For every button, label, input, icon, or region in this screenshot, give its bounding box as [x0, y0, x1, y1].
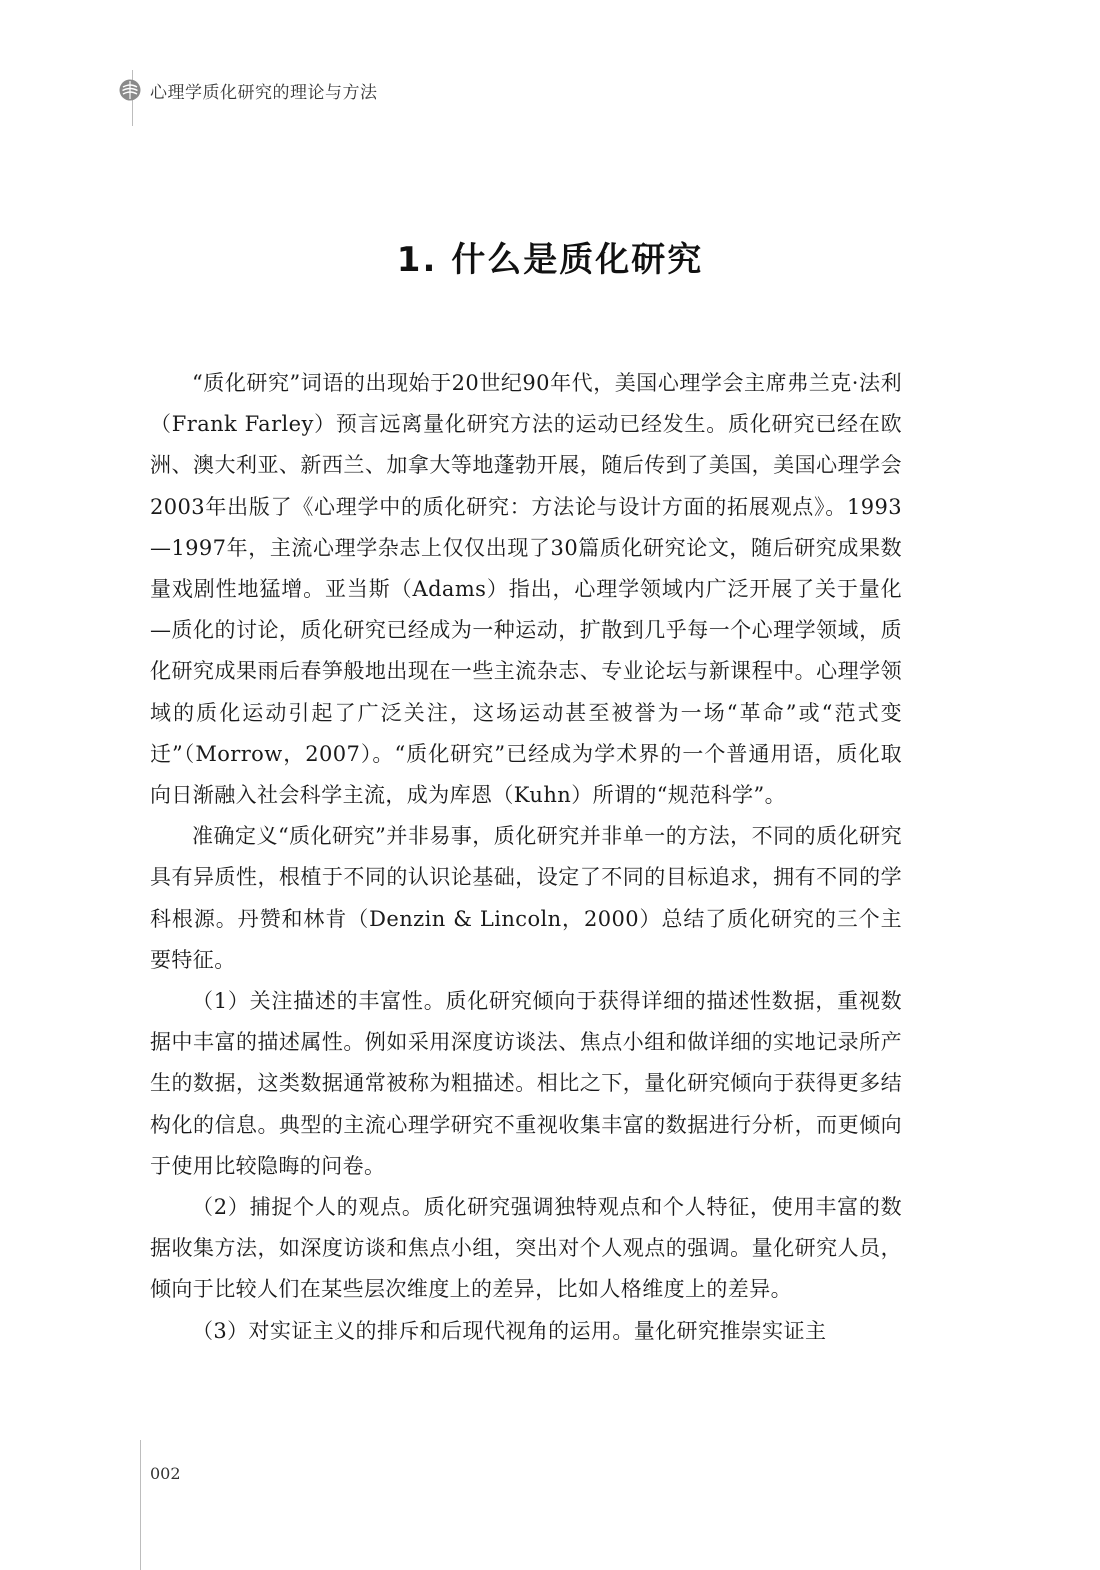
paragraph: 准确定义“质化研究”并非易事，质化研究并非单一的方法，不同的质化研究具有异质性，根植于不同的认识论基础，设定了不同的目标追求，拥有不同的学科根源。丹赞和林肯（Denzin & Lincoln，2000）总结了质化研究的三个主要特征。 [150, 824, 902, 972]
paragraph: “质化研究”词语的出现始于20世纪90年代，美国心理学会主席弗兰克·法利（Frank Farley）预言远离量化研究方法的运动已经发生。质化研究已经在欧洲、澳大利亚、新西兰、加拿大等地蓬勃开展，随后传到了美国，美国心理学会2003年出版了《心理学中的质化研究：方法论与设计方面的拓展观点》。1993—1997年，主流心理学杂志上仅仅出现了30篇质化研究论文，随后研究成果数量戏剧性地猛增。亚当斯（Adams）指出，心理学领域内广泛开展了关于量化—质化的讨论，质化研究已经成为一种运动，扩散到几乎每一个心理学领域，质化研究成果雨后春笋般地出现在一些主流杂志、专业论坛与新课程中。心理学领域的质化运动引起了广泛关注，这场运动甚至被誉为一场“革命”或“范式变迁”（Morrow，2007）。“质化研究”已经成为学术界的一个普通用语，质化取向日渐融入社会科学主流，成为库恩（Kuhn）所谓的“规范科学”。 [150, 371, 902, 808]
running-header-title: 心理学质化研究的理论与方法 [150, 82, 378, 103]
running-header [118, 76, 378, 104]
chapter-title: 1. 什么是质化研究 [396, 240, 704, 280]
paragraph: （1）关注描述的丰富性。质化研究倾向于获得详细的描述性数据，重视数据中丰富的描述属性。例如采用深度访谈法、焦点小组和做详细的实地记录所产生的数据，这类数据通常被称为粗描述。相比之下，量化研究倾向于获得更多结构化的信息。典型的主流心理学研究不重视收集丰富的数据进行分析，而更倾向于使用比较隐晦的问卷。 [150, 989, 902, 1178]
paragraph: （2）捕捉个人的观点。质化研究强调独特观点和个人特征，使用丰富的数据收集方法，如深度访谈和焦点小组，突出对个人观点的强调。量化研究人员，倾向于比较人们在某些层次维度上的差异，比如人格维度上的差异。 [150, 1195, 902, 1302]
book-emblem-icon [118, 78, 142, 102]
paragraph: （3）对实证主义的排斥和后现代视角的运用。量化研究推崇实证主 [192, 1318, 827, 1343]
footer-divider [140, 1440, 141, 1570]
body-text [150, 363, 902, 1352]
page-number: 002 [150, 1464, 181, 1483]
